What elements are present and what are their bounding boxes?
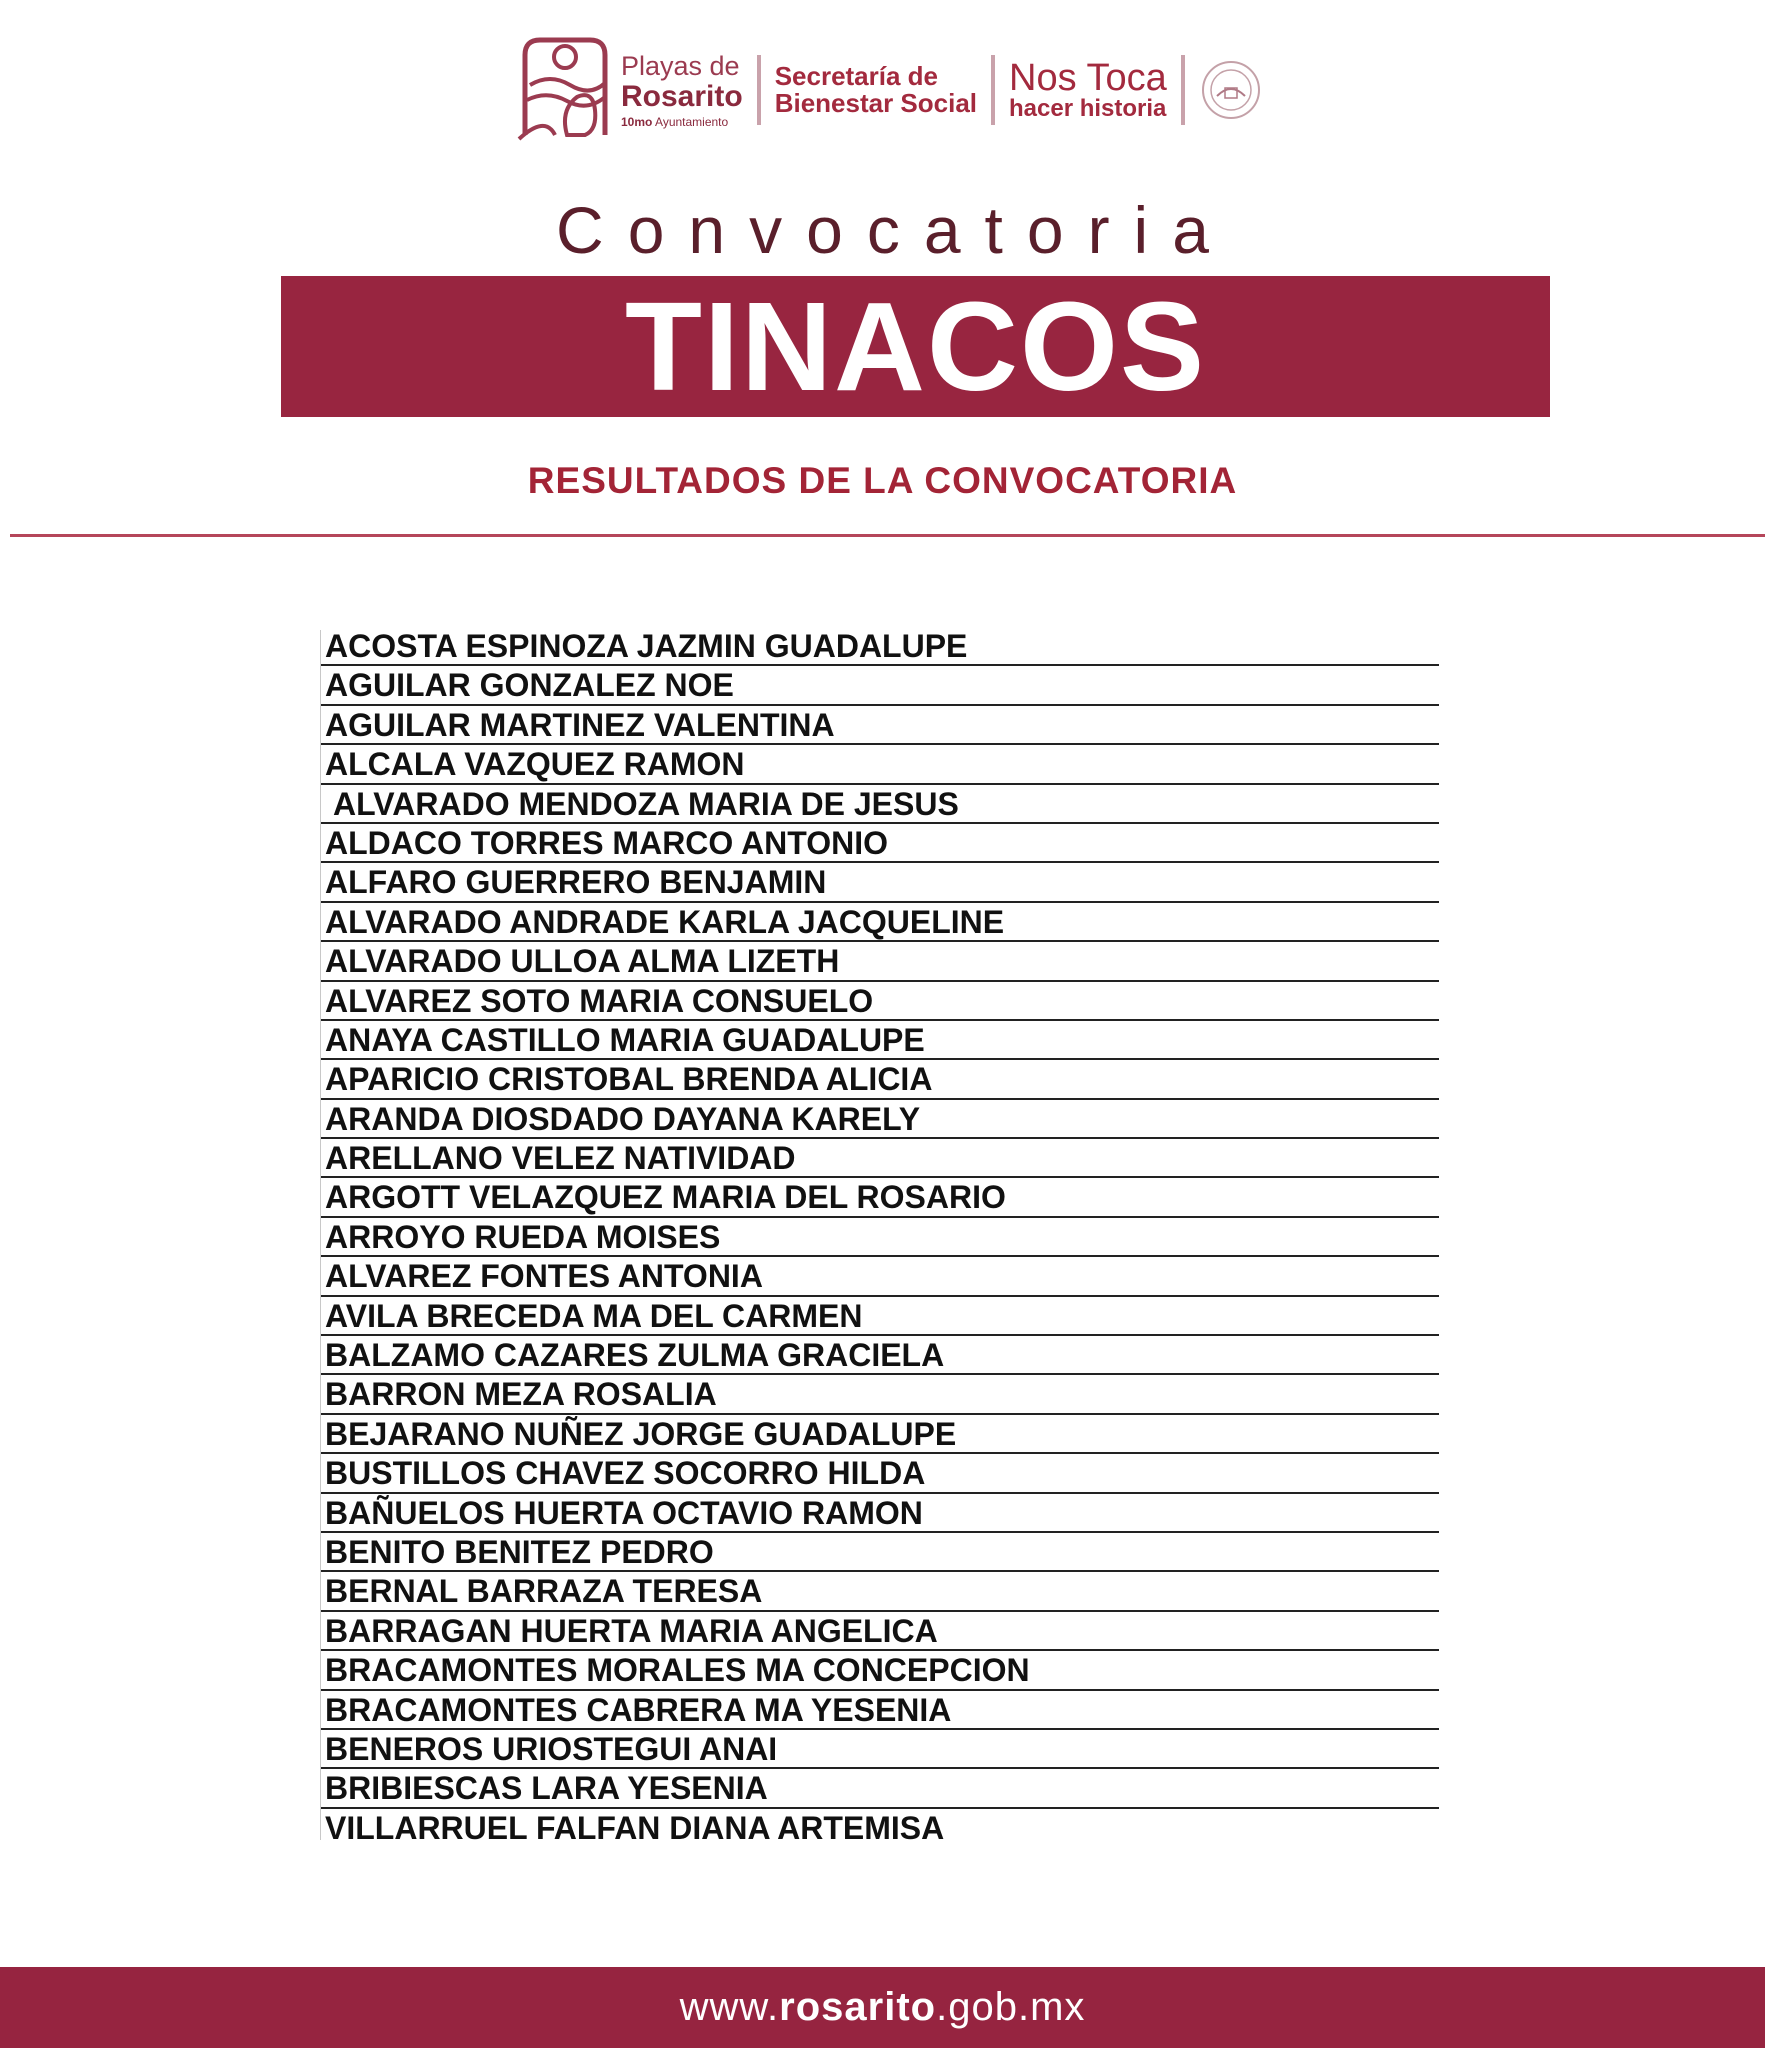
logo-rosarito-ordinal: 10mo xyxy=(621,114,653,129)
list-item: AVILA BRECEDA MA DEL CARMEN xyxy=(321,1297,1439,1336)
logo-bienestar-line1: Secretaría de xyxy=(774,60,939,91)
page-title: TINACOS xyxy=(625,276,1206,417)
list-item: ALCALA VAZQUEZ RAMON xyxy=(321,745,1439,784)
logo-rosarito-line1: Playas de xyxy=(621,50,740,81)
rosarito-emblem-icon xyxy=(515,35,615,145)
logo-divider xyxy=(1181,55,1185,125)
logo-rosarito-ayuntamiento: Ayuntamiento xyxy=(652,114,729,129)
footer-url-prefix: www. xyxy=(679,1985,780,2029)
list-item: BERNAL BARRAZA TERESA xyxy=(321,1572,1439,1611)
logo-nos-toca xyxy=(1009,59,1167,121)
list-item: BEJARANO NUÑEZ JORGE GUADALUPE xyxy=(321,1415,1439,1454)
title-kicker: Convocatoria xyxy=(556,193,1233,267)
list-item: BRACAMONTES MORALES MA CONCEPCION xyxy=(321,1651,1439,1690)
title-band xyxy=(281,276,1550,417)
list-item: ARELLANO VELEZ NATIVIDAD xyxy=(321,1139,1439,1178)
logo-rosarito-text xyxy=(621,50,743,129)
list-item: VILLARRUEL FALFAN DIANA ARTEMISA xyxy=(325,1809,945,1846)
list-item: BUSTILLOS CHAVEZ SOCORRO HILDA xyxy=(321,1454,1439,1493)
footer-url-domain: rosarito xyxy=(779,1985,937,2029)
footer-url[interactable] xyxy=(680,1985,1086,2030)
logo-bienestar xyxy=(774,60,977,118)
logo-rosarito-line2: Rosarito xyxy=(621,79,743,113)
list-item: ALFARO GUERRERO BENJAMIN xyxy=(321,863,1439,902)
list-item: BALZAMO CAZARES ZULMA GRACIELA xyxy=(321,1336,1439,1375)
list-item: APARICIO CRISTOBAL BRENDA ALICIA xyxy=(321,1060,1439,1099)
list-item: ARGOTT VELAZQUEZ MARIA DEL ROSARIO xyxy=(321,1178,1439,1217)
list-item: ALVARADO MENDOZA MARIA DE JESUS xyxy=(321,785,1439,824)
subtitle: RESULTADOS DE LA CONVOCATORIA xyxy=(527,460,1238,501)
list-item: ALVARADO ANDRADE KARLA JACQUELINE xyxy=(321,903,1439,942)
list-item: BRACAMONTES CABRERA MA YESENIA xyxy=(321,1691,1439,1730)
logo-rosarito-line3 xyxy=(621,116,743,128)
logo-bienestar-line2: Bienestar Social xyxy=(774,88,977,118)
list-item: ALVAREZ FONTES ANTONIA xyxy=(321,1257,1439,1296)
header-logos xyxy=(515,30,1325,150)
municipal-seal-icon xyxy=(1199,58,1263,122)
logo-nos-toca-line1: Nos Toca xyxy=(1009,57,1167,99)
list-item: BAÑUELOS HUERTA OCTAVIO RAMON xyxy=(321,1494,1439,1533)
list-item: ARANDA DIOSDADO DAYANA KARELY xyxy=(321,1100,1439,1139)
list-item: ALDACO TORRES MARCO ANTONIO xyxy=(321,824,1439,863)
list-item: ANAYA CASTILLO MARIA GUADALUPE xyxy=(321,1021,1439,1060)
footer-band xyxy=(0,1967,1765,2048)
list-item: BARRAGAN HUERTA MARIA ANGELICA xyxy=(321,1612,1439,1651)
list-item: BARRON MEZA ROSALIA xyxy=(321,1375,1439,1414)
logo-nos-toca-line2: hacer historia xyxy=(1009,95,1167,122)
footer-url-suffix: .gob.mx xyxy=(936,1985,1086,2029)
list-item: AGUILAR GONZALEZ NOE xyxy=(321,666,1439,705)
beneficiaries-list xyxy=(321,627,1439,1846)
list-item: BENITO BENITEZ PEDRO xyxy=(321,1533,1439,1572)
logo-divider xyxy=(991,55,995,125)
list-item: BRIBIESCAS LARA YESENIA xyxy=(321,1769,1439,1808)
list-item: ARROYO RUEDA MOISES xyxy=(321,1218,1439,1257)
list-item: ACOSTA ESPINOZA JAZMIN GUADALUPE xyxy=(321,627,1439,666)
list-item: AGUILAR MARTINEZ VALENTINA xyxy=(321,706,1439,745)
list-item: ALVARADO ULLOA ALMA LIZETH xyxy=(321,942,1439,981)
list-item: ALVAREZ SOTO MARIA CONSUELO xyxy=(321,982,1439,1021)
logo-divider xyxy=(757,55,761,125)
divider-rule xyxy=(10,534,1765,537)
list-item: BENEROS URIOSTEGUI ANAI xyxy=(321,1730,1439,1769)
